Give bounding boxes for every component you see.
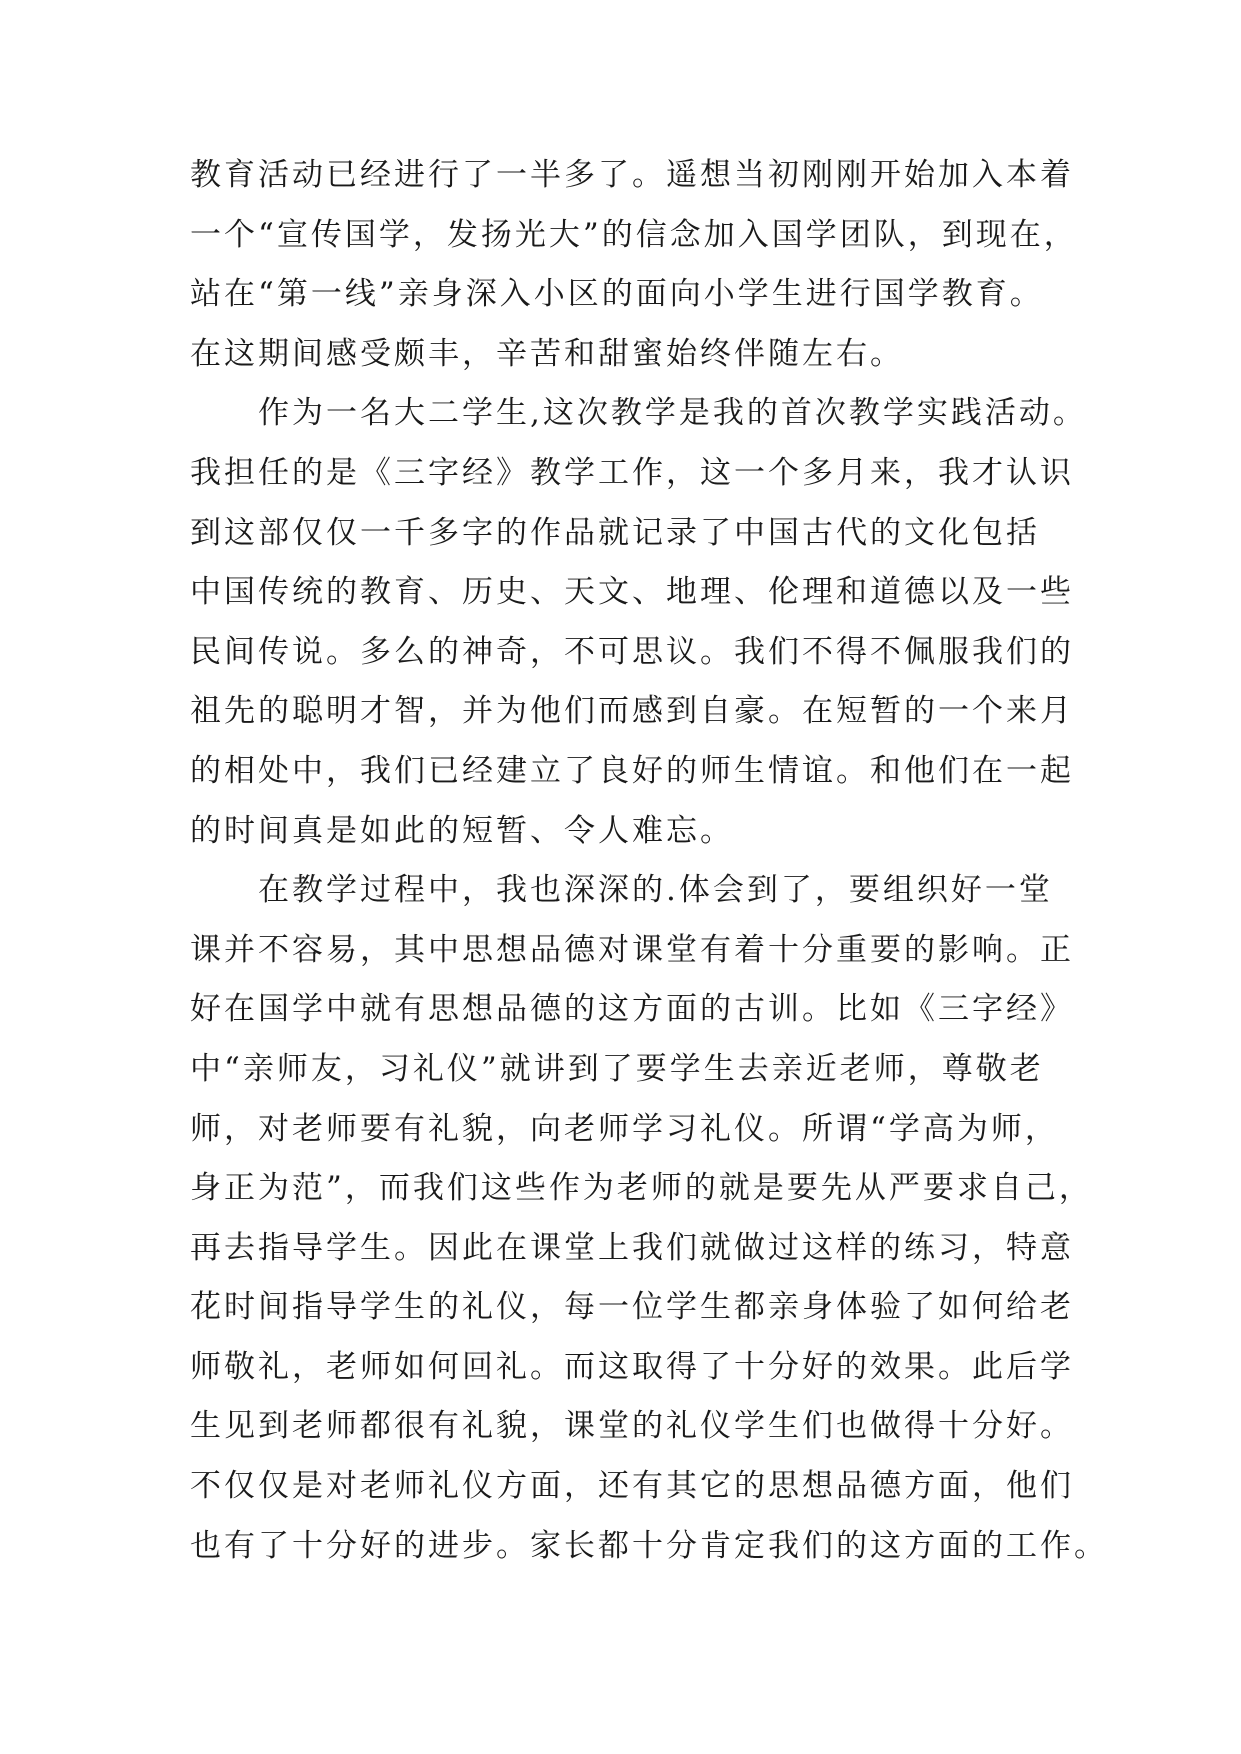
paragraph-first-line: 在教学过程中，我也深深的.体会到了，要组织好一堂 <box>258 872 1053 909</box>
body-text <box>190 146 1108 1576</box>
text-line: 教育活动已经进行了一半多了。遥想当初刚刚开始加入本着 <box>190 157 1074 193</box>
text-line: 也有了十分好的进步。家长都十分肯定我们的这方面的工作。 <box>190 1527 1108 1564</box>
text-line: 不仅仅是对老师礼仪方面，还有其它的思想品德方面，他们 <box>190 1468 1074 1505</box>
text-line: 生见到老师都很有礼貌，课堂的礼仪学生们也做得十分好。 <box>190 1408 1074 1445</box>
text-line: 我担任的是《三字经》教学工作，这一个多月来，我才认识 <box>190 454 1074 491</box>
text-line: 师敬礼，老师如何回礼。而这取得了十分好的效果。此后学 <box>190 1348 1074 1385</box>
text-line: 师，对老师要有礼貌，向老师学习礼仪。所谓“学高为师， <box>190 1110 1059 1147</box>
text-line: 再去指导学生。因此在课堂上我们就做过这样的练习，特意 <box>190 1229 1074 1266</box>
text-line: 中“亲师友，习礼仪”就讲到了要学生去亲近老师，尊敬老 <box>190 1050 1044 1087</box>
text-line: 身正为范”，而我们这些作为老师的就是要先从严要求自己， <box>190 1170 1093 1207</box>
text-line: 课并不容易，其中思想品德对课堂有着十分重要的影响。正 <box>190 931 1074 968</box>
paragraph-first-line: 作为一名大二学生,这次教学是我的首次教学实践活动。 <box>258 395 1087 432</box>
text-line: 到这部仅仅一千多字的作品就记录了中国古代的文化包括 <box>190 514 1040 551</box>
text-line: 好在国学中就有思想品德的这方面的古训。比如《三字经》 <box>190 991 1074 1028</box>
text-line: 在这期间感受颇丰，辛苦和甜蜜始终伴随左右。 <box>190 335 904 372</box>
text-line: 民间传说。多么的神奇，不可思议。我们不得不佩服我们的 <box>190 633 1074 670</box>
text-line: 的相处中，我们已经建立了良好的师生情谊。和他们在一起 <box>190 752 1074 789</box>
text-line: 花时间指导学生的礼仪，每一位学生都亲身体验了如何给老 <box>190 1289 1074 1326</box>
text-line: 的时间真是如此的短暂、令人难忘。 <box>190 812 734 849</box>
text-line: 中国传统的教育、历史、天文、地理、伦理和道德以及一些 <box>190 574 1074 611</box>
text-line: 一个“宣传国学，发扬光大”的信念加入国学团队，到现在， <box>190 216 1078 253</box>
text-line: 祖先的聪明才智，并为他们而感到自豪。在短暂的一个来月 <box>190 693 1074 730</box>
text-line: 站在“第一线”亲身深入小区的面向小学生进行国学教育。 <box>190 276 1044 313</box>
